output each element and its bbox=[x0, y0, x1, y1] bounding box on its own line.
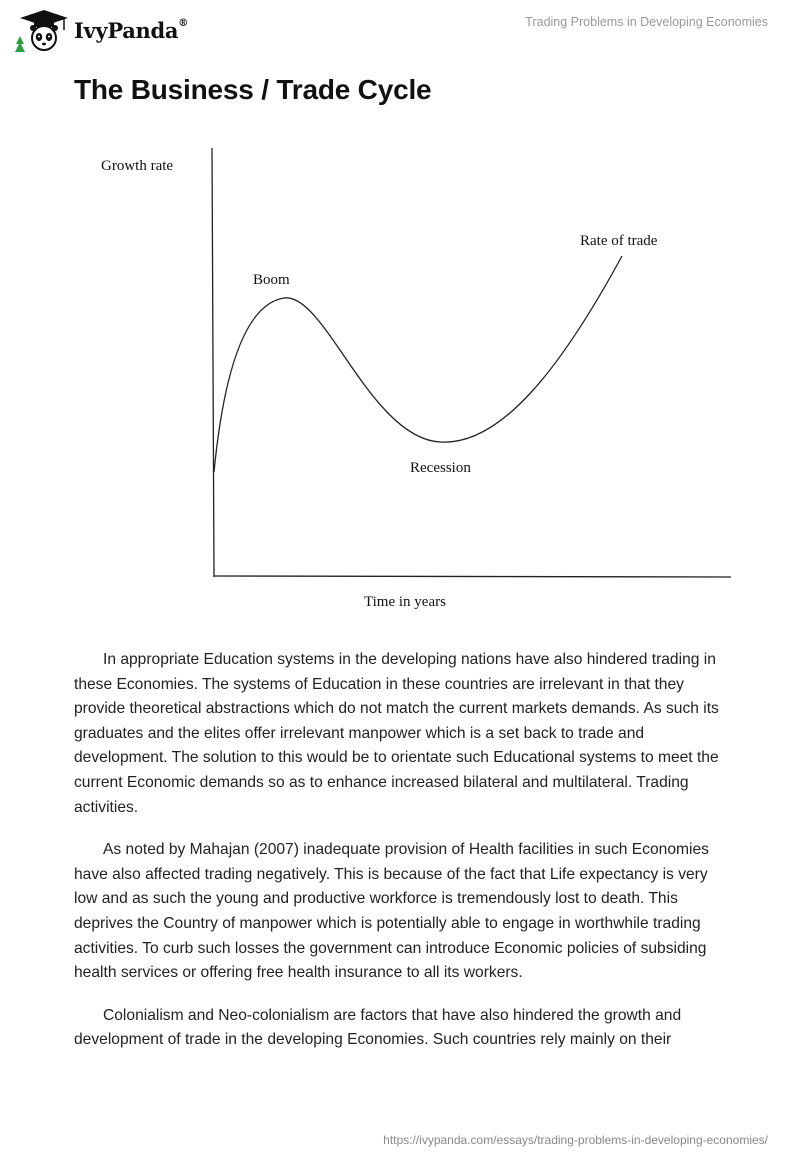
y-axis bbox=[212, 148, 214, 577]
boom-label: Boom bbox=[253, 272, 290, 288]
article-body bbox=[74, 648, 734, 1071]
paragraph: Colonialism and Neo-colonialism are factors that have also hindered the growth and development of trade in the developing Economies. Such countries rely mainly on their bbox=[74, 1006, 682, 1049]
x-axis bbox=[214, 576, 731, 577]
brand-logo[interactable] bbox=[14, 8, 188, 52]
series-label: Rate of trade bbox=[580, 233, 658, 249]
chart-svg bbox=[0, 140, 800, 620]
y-axis-label: Growth rate bbox=[101, 158, 174, 174]
paragraph: As noted by Mahajan (2007) inadequate provision of Health facilities in such Economies have also affected trading negatively. This is because of the fact that Life expectancy is very low and as such the young and productive workforce is tremendously lost to death. This deprives the Country of manpower which is potentially able to engage in worthwhile trading activities. To curb such losses the government can introduce Economic policies of subsiding health services or offering free health insurance to all its workers. bbox=[74, 841, 709, 982]
brand-name: IvyPanda® bbox=[74, 17, 188, 43]
source-url-link[interactable]: https://ivypanda.com/essays/trading-problems-in-developing-economies/ bbox=[383, 1133, 768, 1147]
document-title: Trading Problems in Developing Economies bbox=[525, 15, 768, 29]
paragraph: In appropriate Education systems in the developing nations have also hindered trading in these Economies. The systems of Education in these countries are irrelevant in that they provide theoretical abstractions which do not match the current markets demands. As such its graduates and the elites offer irrelevant manpower which is a set back to trade and development. The solution to this would be to orientate such Educational systems to meet the current Economic demands so as to enhance increased bilateral and multilateral. Trading activities. bbox=[74, 651, 719, 816]
panda-logo-icon bbox=[14, 8, 70, 52]
x-axis-label: Time in years bbox=[364, 594, 446, 610]
page-header bbox=[14, 8, 768, 52]
trade-cycle-chart bbox=[0, 140, 800, 620]
rate-of-trade-curve bbox=[214, 256, 622, 472]
page-title: The Business / Trade Cycle bbox=[74, 74, 432, 105]
recession-label: Recession bbox=[410, 460, 471, 476]
